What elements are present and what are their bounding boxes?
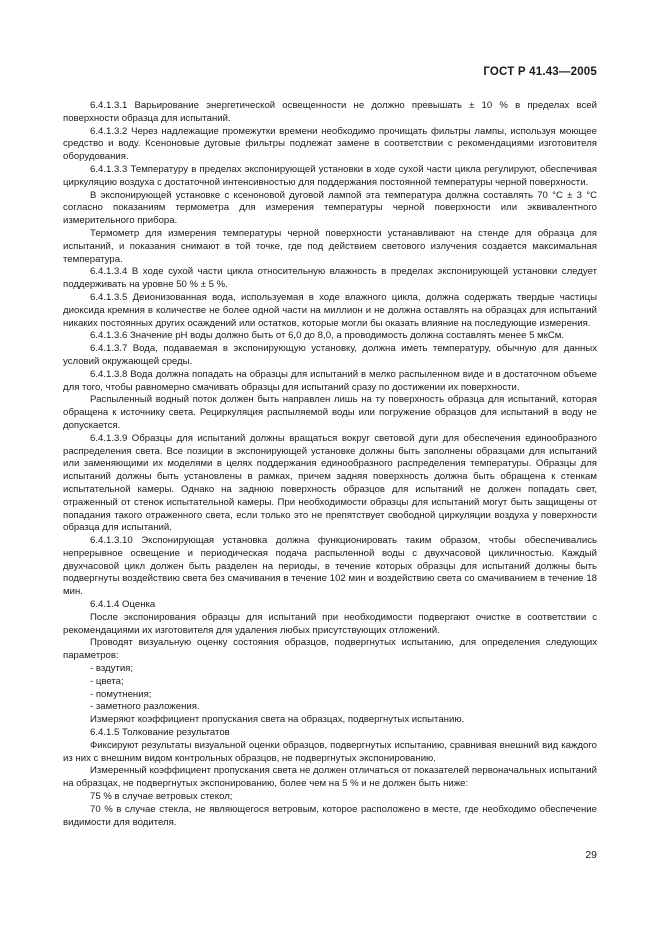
paragraph: После экспонирования образцы для испытаний при необходимости подвергают очистке в соответствии с рекомендациями их изготовителя для удаления любых присутствующих отложений.: [63, 611, 597, 636]
paragraph: 6.4.1.3.2 Через надлежащие промежутки времени необходимо прочищать фильтры лампы, используя моющее средство и воду. Ксеноновые дуговые фильтры подлежат замене в соответствии с рекомендациями изготовителя оборудования.: [63, 125, 597, 163]
paragraph: 6.4.1.3.5 Деионизованная вода, используемая в ходе влажного цикла, должна содержать твердые частицы диоксида кремния в количестве не более одной части на миллион и не должна оставлять на образцах для испытаний никаких постоянных других осаждений или остатков, которые могли бы оказать влияние на последующие измерения.: [63, 291, 597, 329]
paragraph: 6.4.1.3.8 Вода должна попадать на образцы для испытаний в мелко распыленном виде и в достаточном объеме для того, чтобы равномерно смачивать образцы для испытаний сразу по достижении их поверхности.: [63, 368, 597, 393]
paragraph: 70 % в случае стекла, не являющегося ветровым, которое расположено в месте, где необходимо обеспечение видимости для водителя.: [63, 803, 597, 828]
paragraph: Фиксируют результаты визуальной оценки образцов, подвергнутых испытанию, сравнивая внешний вид каждого из них с внешним видом контрольных образцов, не подвергнутых экспонированию.: [63, 739, 597, 764]
paragraph: В экспонирующей установке с ксеноновой дуговой лампой эта температура должна составлять 70 °С ± 3 °С согласно показаниям термометра для измерения температуры черной поверхности или эквивалентного измерительного прибора.: [63, 189, 597, 227]
list-item: - цвета;: [90, 675, 124, 687]
paragraph: 6.4.1.3.6 Значение рН воды должно быть от 6,0 до 8,0, а проводимость должна составлять менее 5 мкСм.: [90, 330, 565, 342]
section-heading: 6.4.1.5 Толкование результатов: [90, 727, 230, 739]
page-number: 29: [585, 849, 597, 861]
paragraph: 6.4.1.3.9 Образцы для испытаний должны вращаться вокруг световой дуги для обеспечения единообразного распределения света. Все позиции в экспонирующей установке должны быть заполнены образцами для испытаний или заменяющими их моделями в целях поддержания единообразного распределения температуры. Образцы для испытаний должны быть установлены в рамках, причем задняя поверхность должна быть обращена к стенкам испытательной камеры. Однако на заднюю поверхность образцов для испытаний не должен попадать свет, отраженный от стенок испытательной камеры. При необходимости образцы для испытаний могут быть защищены от попадания такого отраженного света, если только это не препятствует свободной циркуляции воздуха у поверхности образца для испытаний.: [63, 432, 597, 534]
paragraph: 6.4.1.3.10 Экспонирующая установка должна функционировать таким образом, чтобы обеспечивались непрерывное освещение и периодическая подача распыленной воды с двухчасовой цикличностью. Каждый двухчасовой цикл должен быть разделен на периоды, в течение которых образцы для испытаний должны быть подвергнуты воздействию света без смачивания в течение 102 мин и воздействию света со смачиванием в течение 18 мин.: [63, 535, 597, 598]
paragraph: 6.4.1.3.1 Варьирование энергетической освещенности не должно превышать ± 10 % в пределах всей поверхности образца для испытаний.: [63, 100, 597, 124]
paragraph: Измеренный коэффициент пропускания света не должен отличаться от показателей первоначальных испытаний на образцах, не подвергнутых экспонированию, более чем на 5 % и не должен быть ниже:: [63, 765, 597, 790]
paragraph: Распыленный водный поток должен быть направлен лишь на ту поверхность образца для испытаний, которая обращена к источнику света. Рециркуляция распыляемой воды или погружение образцов для испытаний в воду не допускается.: [63, 394, 597, 431]
paragraph: 6.4.1.3.4 В ходе сухой части цикла относительную влажность в пределах экспонирующей установки следует поддерживать на уровне 50 % ± 5 %.: [63, 266, 597, 291]
list-item: - заметного разложения.: [90, 701, 200, 713]
paragraph: Измеряют коэффициент пропускания света на образцах, подвергнутых испытанию.: [90, 714, 465, 726]
paragraph: 6.4.1.3.7 Вода, подаваемая в экспонирующую установку, должна иметь температуру, обычную для данных условий окружающей среды.: [63, 343, 597, 367]
list-item: - вздутия;: [90, 663, 134, 675]
document-header: ГОСТ Р 41.43—2005: [483, 66, 597, 78]
list-item: - помутнения;: [90, 688, 152, 700]
paragraph: Проводят визуальную оценку состояния образцов, подвергнутых испытанию, для определения следующих параметров:: [63, 637, 597, 662]
paragraph: 6.4.1.3.3 Температуру в пределах экспонирующей установки в ходе сухой части цикла регулируют, обеспечивая циркуляцию воздуха с достаточной интенсивностью для поддержания постоянной температуры черной поверхности.: [63, 163, 597, 188]
section-heading: 6.4.1.4 Оценка: [90, 599, 156, 611]
document-body: [63, 100, 597, 829]
paragraph: Термометр для измерения температуры черной поверхности устанавливают на стенде для образца для испытаний, и показания снимают в той точке, где под действием светового излучения создается максимальная температура.: [63, 227, 597, 265]
list-item: 75 % в случае ветровых стекол;: [90, 791, 233, 803]
